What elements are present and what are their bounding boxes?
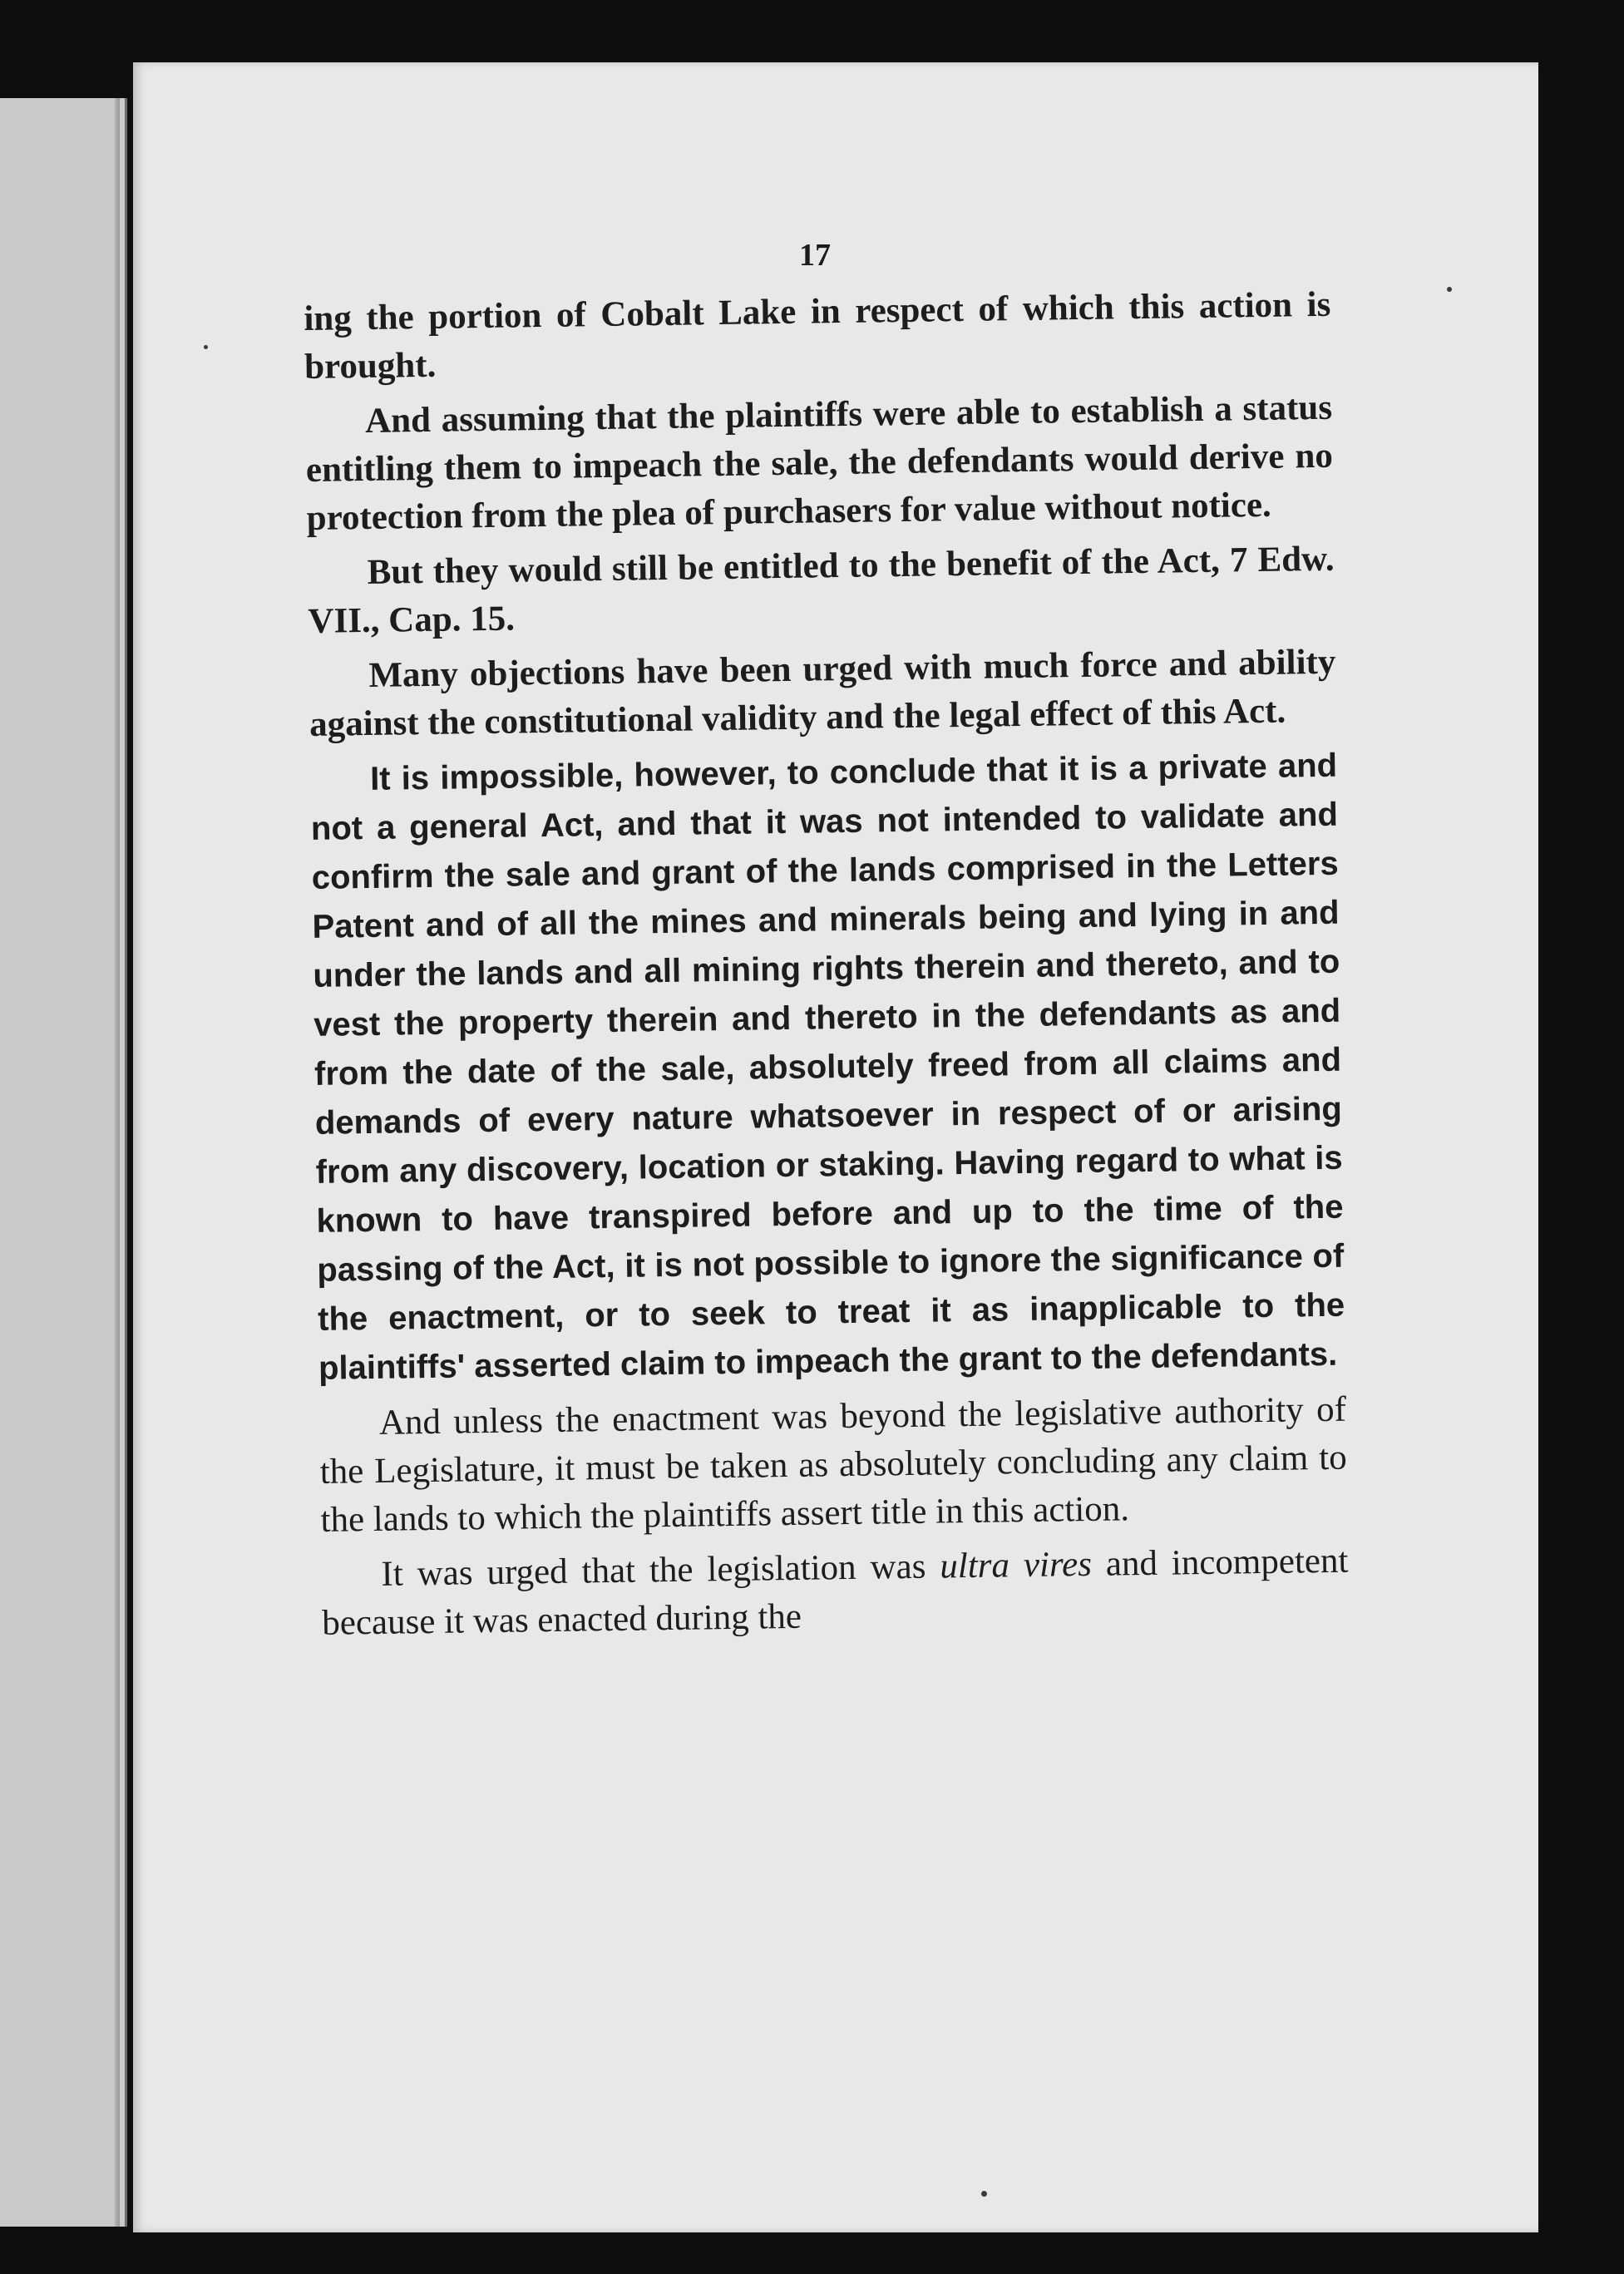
ultra-vires-term: ultra vires <box>940 1544 1093 1586</box>
paragraph-legislative-authority: And unless the enactment was beyond the legislative authority of the Legislature, it must be taken as absolutely concluding any claim to the lands to which the plaintiffs assert title in this action. <box>319 1389 1347 1540</box>
ultra-vires-lead: It was urged that the legislation was <box>381 1546 940 1594</box>
facing-page-edge <box>0 98 127 2227</box>
paragraph-benefit-of-act: But they would still be entitled to the benefit of the Act, 7 Edw. VII., Cap. 15. <box>308 539 1335 641</box>
document-page <box>133 62 1538 2232</box>
paper-speck <box>204 345 208 349</box>
page-number: 17 <box>799 238 831 273</box>
paper-speck <box>1447 287 1452 292</box>
body-text <box>304 281 1350 1655</box>
ultra-vires-tail: and incompetent because it was enacted during the <box>321 1541 1349 1643</box>
binding-gutter <box>115 98 120 2227</box>
paragraph-continuation: ing the portion of Cobalt Lake in respect of which this action is brought. <box>304 284 1331 387</box>
paragraph-assuming-status: And assuming that the plaintiffs were able to establish a status entitling them to impeach the sale, the defendants would derive no protection from the plea of purchasers for value without notice. <box>305 387 1334 538</box>
paragraph-ultra-vires <box>321 1537 1349 1648</box>
paper-speck <box>981 2191 987 2197</box>
paragraph-objections: Many objections have been urged with much force and ability against the constitutional validity and the legal effect of this Act. <box>309 642 1336 744</box>
paragraph-private-act: It is impossible, however, to conclude that it is a private and not a general Act, and that it was not intended to validate and confirm the sale and grant of the lands comprised in the Letters Patent and of all the mines and minerals being and lying in and under the lands and all mining rights therein and thereto, and to vest the property therein and thereto in the defendants as and from the date of the sale, absolutely freed from all claims and demands of every nature whatsoever in respect of or arising from any discovery, location or staking. Having regard to what is known to have transpired before and up to the time of the passing of the Act, it is not possible to ignore the significance of the enactment, or to seek to treat it as inapplicable to the plaintiffs' asserted claim to impeach the grant to the defendants. <box>310 747 1345 1387</box>
